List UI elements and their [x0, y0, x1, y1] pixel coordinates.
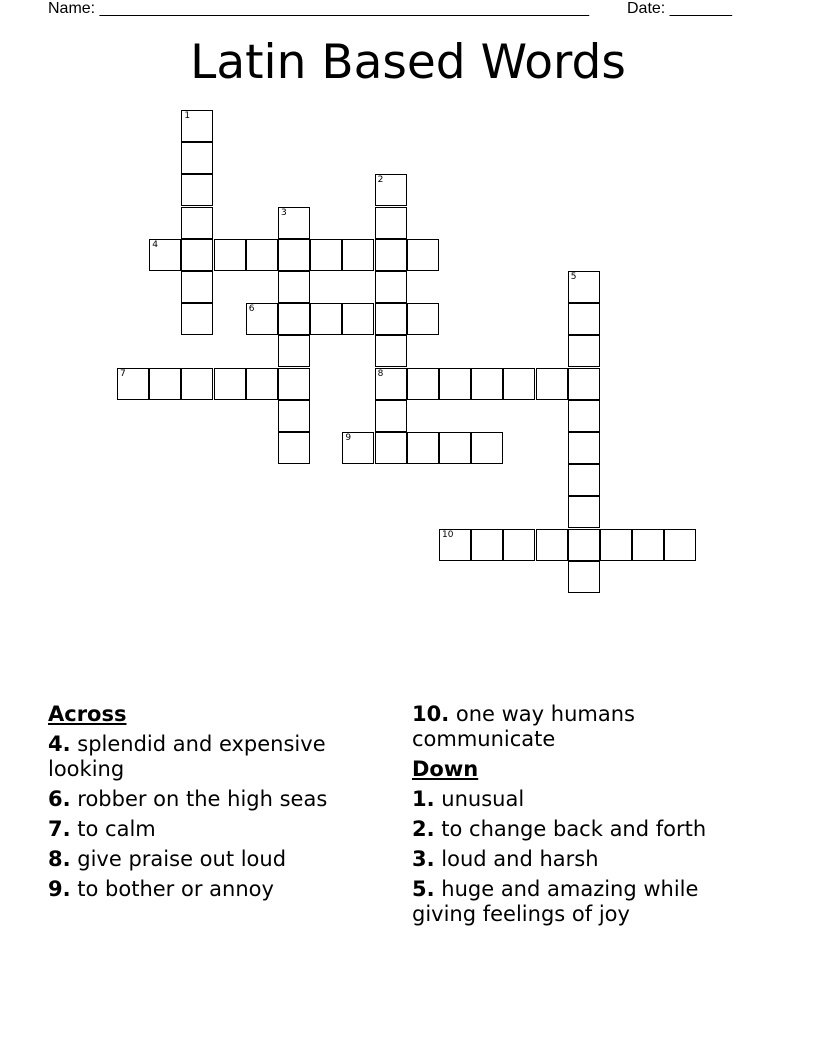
date-field-label: Date: _______: [627, 0, 732, 17]
grid-cell[interactable]: [568, 496, 600, 528]
down-clue-3: [412, 847, 762, 872]
grid-cell[interactable]: [375, 303, 407, 335]
grid-cell[interactable]: [407, 303, 439, 335]
grid-cell[interactable]: [503, 529, 535, 561]
grid-cell[interactable]: [471, 368, 503, 400]
grid-cell[interactable]: [375, 432, 407, 464]
grid-cell[interactable]: [568, 303, 600, 335]
clue-number-label: 5: [570, 272, 577, 282]
clue-text: give praise out loud: [70, 847, 287, 871]
across-clue-9: [48, 877, 388, 902]
grid-cell[interactable]: [471, 529, 503, 561]
grid-cell[interactable]: [439, 432, 471, 464]
clue-number: 10.: [412, 702, 450, 726]
down-heading: Down: [412, 757, 479, 781]
grid-cell[interactable]: [149, 368, 181, 400]
grid-cell[interactable]: [310, 303, 342, 335]
grid-cell[interactable]: [600, 529, 632, 561]
grid-cell[interactable]: [439, 368, 471, 400]
clue-number-label: 4: [152, 239, 158, 250]
grid-cell[interactable]: [278, 271, 310, 303]
grid-cell[interactable]: [342, 432, 374, 464]
clue-number-label: 7: [120, 368, 126, 379]
clue-number: 9.: [48, 877, 71, 901]
grid-cell[interactable]: [181, 271, 213, 303]
grid-cell[interactable]: [471, 432, 503, 464]
clue-number: 7.: [48, 817, 71, 841]
clue-number: 5.: [412, 877, 435, 901]
clue-number-label: 2: [377, 175, 384, 186]
grid-cell[interactable]: [568, 432, 600, 464]
grid-cell[interactable]: [664, 529, 696, 561]
grid-cell[interactable]: [568, 400, 600, 432]
down-clue-5: [412, 877, 762, 927]
across-clue-6: [48, 787, 388, 812]
grid-cell[interactable]: [503, 368, 535, 400]
down-clue-1: [412, 787, 762, 812]
grid-cell[interactable]: [181, 207, 213, 239]
clue-text: splendid and expensive looking: [48, 732, 326, 781]
grid-cell[interactable]: [246, 368, 278, 400]
grid-cell[interactable]: [568, 529, 600, 561]
clue-number-label: 3: [281, 207, 287, 218]
clue-number-label: 9: [345, 433, 352, 443]
grid-cell[interactable]: [117, 368, 149, 400]
grid-cell[interactable]: [375, 271, 407, 303]
clue-number-label: 6: [248, 304, 255, 315]
grid-cell[interactable]: [181, 239, 213, 271]
grid-cell[interactable]: [278, 368, 310, 400]
clue-text: to calm: [70, 817, 156, 841]
grid-cell[interactable]: [536, 368, 568, 400]
grid-cell[interactable]: [568, 561, 600, 593]
clue-number-label: 8: [377, 368, 384, 379]
across-clue-4: [48, 732, 388, 782]
grid-cell[interactable]: [278, 239, 310, 271]
across-clue-8: [48, 847, 388, 872]
grid-cell[interactable]: [407, 432, 439, 464]
grid-cell[interactable]: [568, 271, 600, 303]
grid-cell[interactable]: [536, 529, 568, 561]
clue-number: 6.: [48, 787, 71, 811]
clue-number-label: 10: [442, 529, 454, 540]
clue-number-label: 1: [184, 111, 191, 121]
grid-cell[interactable]: [375, 400, 407, 432]
clues-column-left: [48, 702, 388, 907]
grid-cell[interactable]: [375, 335, 407, 367]
clue-number: 1.: [412, 787, 435, 811]
grid-cell[interactable]: [568, 464, 600, 496]
grid-cell[interactable]: [278, 335, 310, 367]
grid-cell[interactable]: [342, 303, 374, 335]
grid-cell[interactable]: [632, 529, 664, 561]
grid-cell[interactable]: [568, 368, 600, 400]
across-clue-10: [412, 702, 762, 752]
grid-cell[interactable]: [246, 239, 278, 271]
clue-number: 3.: [412, 847, 435, 871]
clue-text: loud and harsh: [434, 847, 599, 871]
grid-cell[interactable]: [149, 239, 181, 271]
grid-cell[interactable]: [375, 368, 407, 400]
grid-cell[interactable]: [278, 400, 310, 432]
grid-cell[interactable]: [278, 207, 310, 239]
grid-cell[interactable]: [246, 303, 278, 335]
clue-number: 8.: [48, 847, 71, 871]
grid-cell[interactable]: [375, 207, 407, 239]
grid-cell[interactable]: [342, 239, 374, 271]
clue-text: huge and amazing while giving feelings of joy: [412, 877, 699, 926]
clue-number: 2.: [412, 817, 435, 841]
page-title: Latin Based Words: [190, 35, 626, 90]
clue-text: to bother or annoy: [70, 877, 274, 901]
grid-cell[interactable]: [181, 110, 213, 142]
clue-text: unusual: [434, 787, 525, 811]
clue-number: 4.: [48, 732, 71, 756]
grid-cell[interactable]: [278, 432, 310, 464]
grid-cell[interactable]: [568, 335, 600, 367]
grid-cell[interactable]: [375, 239, 407, 271]
clue-text: to change back and forth: [434, 817, 707, 841]
clue-text: one way humans communicate: [412, 702, 635, 751]
name-field-label: Name: _______________________________________________________: [48, 0, 589, 17]
grid-cell[interactable]: [310, 239, 342, 271]
across-heading: Across: [48, 702, 127, 726]
clue-text: robber on the high seas: [70, 787, 328, 811]
across-clue-7: [48, 817, 388, 842]
clues-column-right: [412, 702, 762, 932]
grid-cell[interactable]: [407, 239, 439, 271]
grid-cell[interactable]: [214, 368, 246, 400]
grid-cell[interactable]: [214, 239, 246, 271]
grid-cell[interactable]: [407, 368, 439, 400]
grid-cell[interactable]: [375, 174, 407, 206]
grid-cell[interactable]: [181, 303, 213, 335]
grid-cell[interactable]: [439, 529, 471, 561]
grid-cell[interactable]: [181, 142, 213, 174]
grid-cell[interactable]: [181, 368, 213, 400]
grid-cell[interactable]: [181, 174, 213, 206]
grid-cell[interactable]: [278, 303, 310, 335]
down-clue-2: [412, 817, 762, 842]
